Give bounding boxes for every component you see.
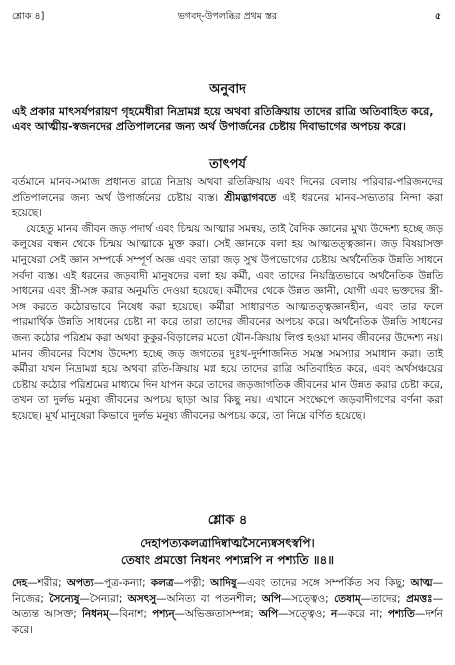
synonym-entry: দেহ—শরীর	[12, 577, 59, 589]
synonym-meaning: অনিত্য বা পতনশীল	[166, 592, 253, 605]
synonym-entry: অসৎসু—অনিত্য বা পতনশীল	[127, 592, 253, 605]
synonym-term: তেষাম্	[334, 592, 361, 605]
synonym-meaning: শরীর	[37, 577, 59, 589]
synonym-term: নিধনম্	[81, 608, 109, 620]
synonym-entry: তেষাম্—তাদের	[334, 592, 398, 605]
synonym-entry: আত্ম—নিজের	[12, 577, 443, 605]
synonym-meaning: নিজের	[12, 592, 41, 605]
purport-body	[12, 175, 443, 425]
purport-heading: তাৎপর্য	[209, 157, 246, 172]
synonym-meaning: পুত্র-কন্যা	[104, 577, 143, 589]
verse-heading: শ্লোক ৪	[207, 513, 248, 528]
synonym-term: পশ্যতি	[387, 608, 415, 620]
synonym-meaning: দর্শন করে	[12, 608, 444, 636]
synonym-meaning: পত্নী	[183, 577, 202, 589]
header-chapter-title: ভগবদ্-উপলব্ধির প্রথম স্তর	[177, 11, 278, 22]
synonym-term: অপি	[261, 592, 281, 605]
verse-line: তেষাং প্রমত্তো নিধনং পশ্যন্নপি ন পশ্যতি ॥৪॥	[120, 553, 335, 567]
synonym-term: পশ্যন্	[152, 608, 175, 620]
translation-text: এই প্রকার মাৎসর্যপরায়ণ গৃহমেধীরা নিদ্রামগ্ন হয়ে অথবা রতিক্রিয়ায় তাদের রাত্রি অতিবাহিত করে, এবং আত্মীয়-স্বজনদের প্রতিপালনের জন্য অর্থ উপার্জনের চেষ্টায় দিবাভাগের অপচয় করে।	[12, 105, 434, 134]
synonym-entry: আদিষু—এবং তাদের সঙ্গে সম্পর্কিত সব কিছু	[210, 577, 402, 589]
running-header	[12, 10, 443, 26]
synonym-term: আদিষু	[210, 577, 237, 589]
purport-text: এই ধরনের মানব-সভ্যতার নিন্দা করা হয়েছে।	[12, 191, 444, 220]
translation-heading: অনুবাদ	[209, 82, 246, 97]
synonym-meaning: এবং তাদের সঙ্গে সম্পর্কিত সব কিছু	[246, 577, 402, 589]
synonym-term: কলত্র	[150, 577, 174, 589]
synonym-term: অসৎসু	[127, 592, 157, 605]
synonym-entry: অপি—সত্ত্বেও	[258, 608, 323, 620]
synonym-entry: নিধনম্—বিনাশ	[81, 608, 144, 620]
sanskrit-verse	[20, 535, 435, 569]
synonym-meaning: সত্ত্বেও	[288, 608, 323, 620]
synonym-term: আত্ম	[410, 577, 433, 589]
synonym-entry: পশ্যতি—দর্শন করে	[12, 608, 444, 636]
verse-line: দেহাপত্যকলত্রাদিষ্বাত্মসৈন্যেষ্বসৎস্বপি।	[140, 536, 315, 550]
synonym-term: দেহ	[12, 577, 28, 589]
page-number: ৫	[434, 11, 441, 22]
synonym-meaning: বিনাশ	[119, 608, 144, 620]
header-verse-reference: শ্লোক ৪]	[12, 11, 45, 22]
purport-paragraph-2: যেহেতু মানব জীবন জড় পদার্থ এবং চিন্ময় আত্মার সমন্বয়, তাই বৈদিক জ্ঞানের মুখ্য উদ্দেশ্য হচ্ছে জড় কলুষের বন্ধন থেকে চিন্ময় আত্মাকে মুক্ত করা। সেই জ্ঞানকে বলা হয় আত্মতত্ত্বজ্ঞান। জড় বিষয়াসক্ত মানুষেরা সেই জ্ঞান সম্পর্কে সম্পূর্ণ অজ্ঞ এবং তারা জড় সুখ উপভোগের চেষ্টায় অর্থনৈতিক উন্নতি সাধনে সর্বদা ব্যস্ত। এই ধরনের জড়বাদী মানুষদের বলা হয় কর্মী, এবং তাদের নিয়ন্ত্রিতভাবে অর্থনৈতিক উন্নতি সাধনের এবং স্ত্রী-সঙ্গ করার অনুমতি দেওয়া হয়েছে। কর্মীদের থেকে উন্নত জ্ঞানী, যোগী এবং ভক্তদের স্ত্রী-সঙ্গ করতে কঠোরভাবে নিষেধ করা হয়েছে। কর্মীরা সাধারণত আত্মতত্ত্বজ্ঞানহীন, এবং তার ফলে পারমার্থিক উন্নতি সাধনের চেষ্টা না করে তারা তাদের জীবনের অপচয় করে। অর্থনৈতিক উন্নতি সাধনের জন্য কঠোর পরিশ্রম করা অথবা কুকুর-বিড়ালের মতো যৌন-ক্রিয়ায় লিপ্ত হওয়া মানব জীবনের উদ্দেশ্য নয়। মানব জীবনের বিশেষ উদ্দেশ্য হচ্ছে জড় জগতের দুঃখ-দুর্দশাজনিত সমস্ত সমস্যার সমাধান করা। তাই কর্মীরা যখন নিদ্রামগ্ন হয়ে অথবা রতি-ক্রিয়ায় মগ্ন হয়ে তাদের রাত্রি অতিবাহিত করে, এবং অর্থসঞ্চয়ের চেষ্টায় কঠোর পরিশ্রমের মাধ্যমে দিন যাপন করে তাদের জড়জাগতিক জীবনের মান উন্নত করার চেষ্টা করে, তখন তা দুর্লভ মনুষ্য জীবনের অপচয় ছাড়া আর কিছু নয়। এখানে সংক্ষেপে জড়বাদীগণের বর্ণনা করা হয়েছে। মূর্খ মানুষেরা কিভাবে দুর্লভ মনুষ্য জীবনের অপচয় করে, তা নিম্নে বর্ণিত হয়েছে।	[12, 222, 443, 422]
synonym-entry: ন—করে না	[330, 608, 380, 620]
word-for-word-synonyms: দেহ—শরীর; অপত্য—পুত্র-কন্যা; কলত্র—পত্নী; আদিষু—এবং তাদের সঙ্গে সম্পর্কিত সব কিছু; আত্ম—নিজের; সৈন্যেষু—সৈন্যরা; অসৎসু—অনিত্য বা পতনশীল; অপি—সত্ত্বেও; তেষাম্—তাদের; প্রমত্তঃ—অত্যন্ত আসক্ত; নিধনম্—বিনাশ; পশ্যন্—অভিজ্ঞতাসম্পন্ন; অপি—সত্ত্বেও; ন—করে না; পশ্যতি—দর্শন করে।	[12, 577, 444, 636]
synonym-meaning: সৈন্যরা	[89, 592, 119, 605]
synonym-meaning: করে না	[347, 608, 380, 620]
synonym-term: সৈন্যেষু	[49, 592, 80, 605]
synonym-meaning: তাদের	[371, 592, 398, 605]
synonym-term: ন	[330, 608, 338, 620]
synonym-term: প্রমত্তঃ	[406, 592, 433, 605]
purport-text: বর্তমানে মানব-সমাজ প্রধানত রাত্রে নিদ্রায় অথবা রতিক্রিয়ায় এবং দিনের বেলায় পরিবার-পরিজনদের প্রতিপালনের জন্য অর্থ উপার্জনের চেষ্টায় ব্যস্ত।	[12, 176, 443, 204]
scripture-title: শ্রীমদ্ভাগবতে	[224, 191, 277, 204]
synonym-entry: কলত্র—পত্নী	[150, 577, 202, 589]
synonym-entry: প্রমত্তঃ—অত্যন্ত আসক্ত	[12, 592, 443, 620]
synonym-meaning: অভিজ্ঞতাসম্পন্ন	[184, 608, 251, 620]
purport-paragraph-1	[12, 175, 443, 222]
synonym-entry: পশ্যন্—অভিজ্ঞতাসম্পন্ন	[152, 608, 251, 620]
synonym-meaning: অত্যন্ত আসক্ত	[12, 608, 74, 620]
synonym-entry: অপি—সত্ত্বেও	[261, 592, 326, 605]
synonym-entry: অপত্য—পুত্র-কন্যা	[66, 577, 143, 589]
synonym-entry: সৈন্যেষু—সৈন্যরা	[49, 592, 119, 605]
synonym-term: অপি	[258, 608, 278, 620]
synonym-term: অপত্য	[66, 577, 94, 589]
synonym-meaning: সত্ত্বেও	[291, 592, 326, 605]
